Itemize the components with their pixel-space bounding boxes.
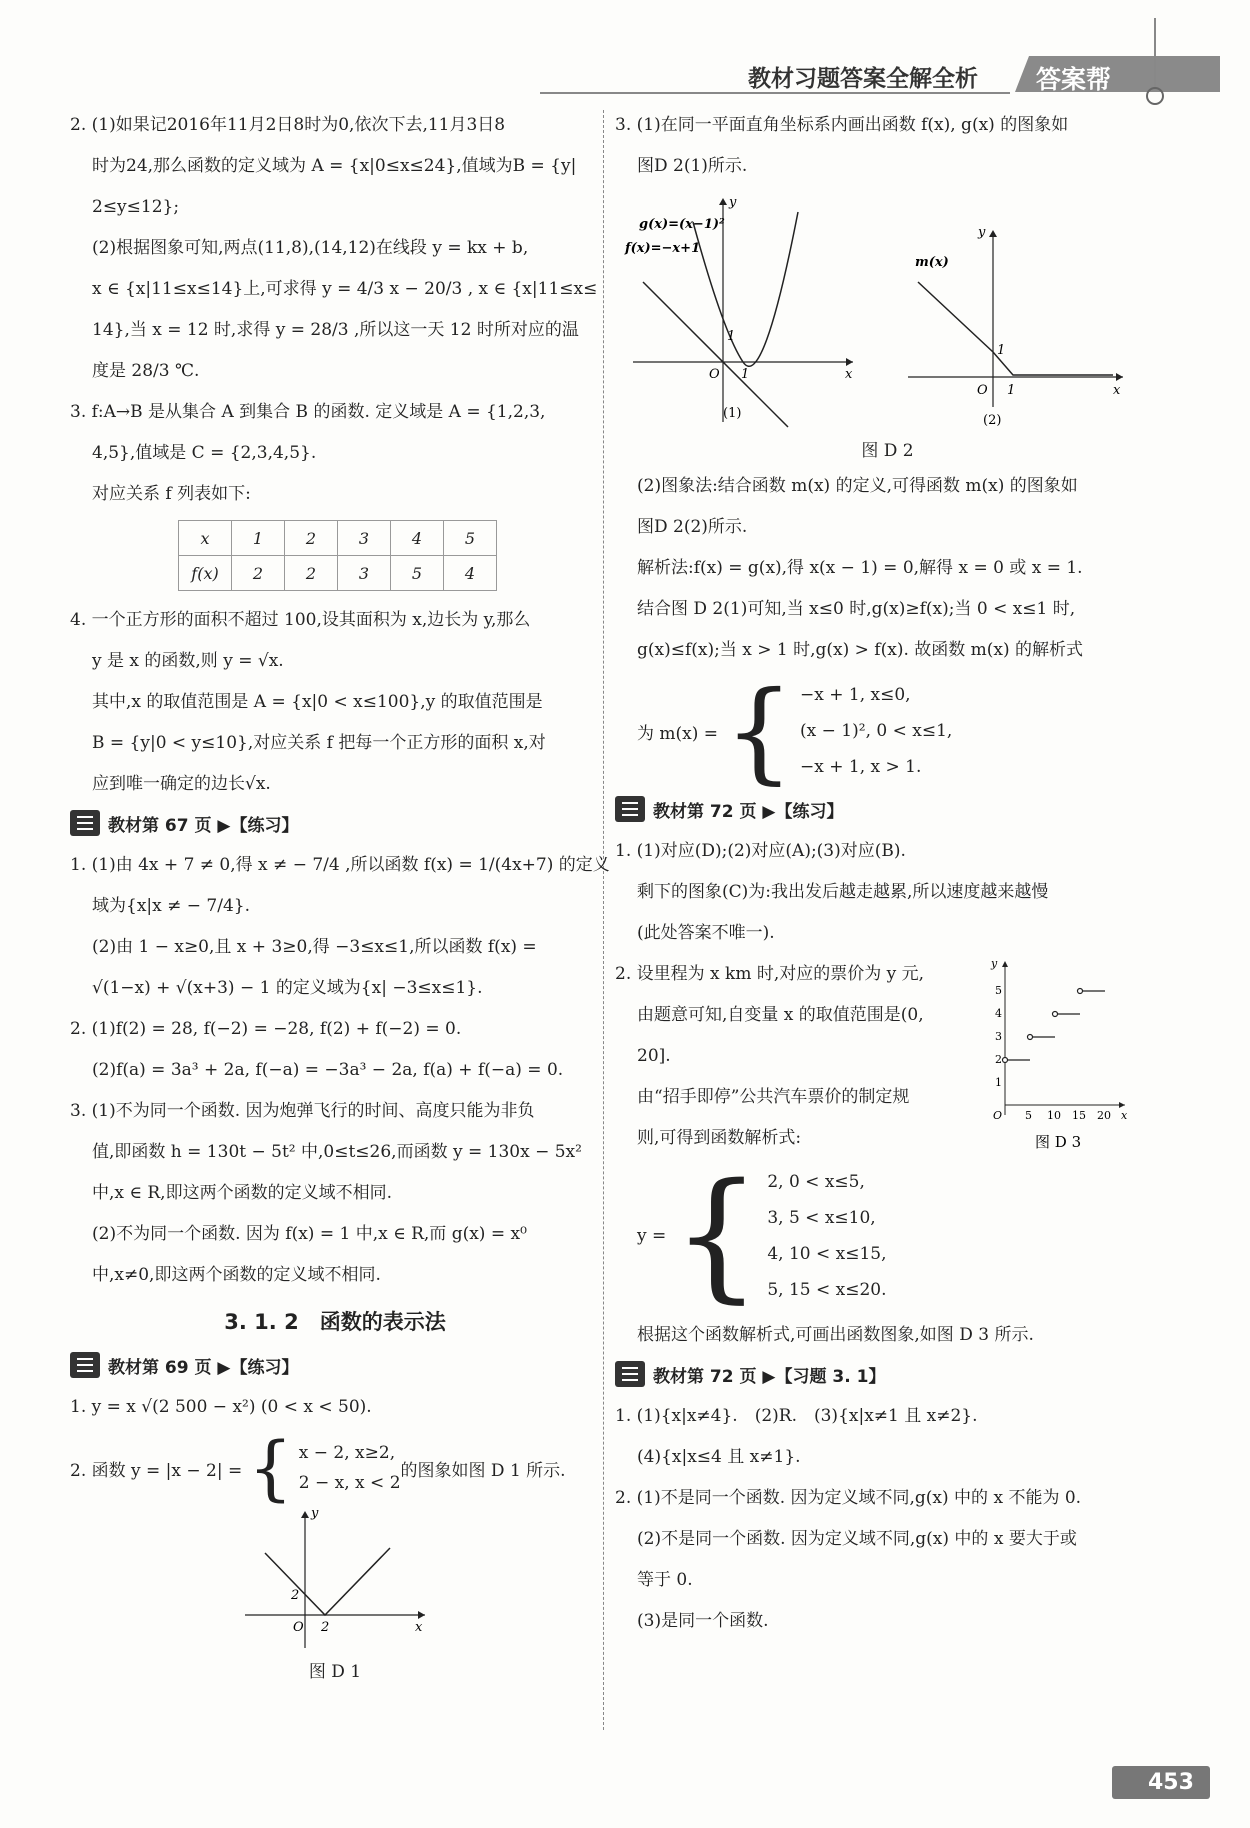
table-cell: x — [179, 521, 232, 556]
case-line: 4, 10 < x≤15, — [767, 1244, 887, 1264]
book-icon — [70, 810, 100, 836]
table-cell: 4 — [444, 556, 497, 591]
text-line: g(x)≤f(x);当 x > 1 时,g(x) > f(x). 故函数 m(x) 的解析式 — [637, 640, 1084, 660]
tick-label: 2 — [995, 1053, 1002, 1066]
book-icon — [615, 1361, 645, 1387]
case-line: x − 2, x≥2, — [298, 1443, 396, 1463]
text-line: 20]. — [637, 1046, 671, 1066]
text-line: (2)不是同一个函数. 因为定义域不同,g(x) 中的 x 要大于或 — [637, 1529, 1077, 1549]
header-brand: 答案帮 — [1036, 65, 1112, 94]
text-line: 的图象如图 D 1 所示. — [400, 1460, 566, 1481]
tick-label: 10 — [1047, 1109, 1061, 1122]
text-line: (3)是同一个函数. — [637, 1611, 769, 1631]
text-line: 1. y = x √(2 500 − x²) (0 < x < 50). — [70, 1397, 372, 1417]
table-cell: 5 — [444, 521, 497, 556]
axis-label-y: y — [729, 195, 737, 210]
text-line: 等于 0. — [637, 1570, 693, 1590]
text-line: 则,可得到函数解析式: — [637, 1128, 802, 1148]
text-line: 对应关系 f 列表如下: — [92, 484, 251, 504]
text-line: 2. 函数 y = |x − 2| = — [70, 1460, 243, 1481]
text-line: B = {y|0 < y≤10},对应关系 f 把每一个正方形的面积 x,对 — [92, 733, 546, 753]
section-heading: 3. 1. 2 函数的表示法 — [224, 1310, 446, 1334]
table-cell: 2 — [285, 521, 338, 556]
text-line: 1. (1)由 4x + 7 ≠ 0,得 x ≠ − 7/4 ,所以函数 f(x) = 1/(4x+7) 的定义 — [70, 855, 610, 875]
origin-label: O — [993, 1109, 1003, 1122]
subfigure-label: (2) — [983, 413, 1002, 428]
tick-label: 2 — [321, 1620, 330, 1635]
text-line: √(1−x) + √(x+3) − 1 的定义域为{x| −3≤x≤1}. — [92, 978, 483, 998]
text-line: 3. (1)在同一平面直角坐标系内画出函数 f(x), g(x) 的图象如 — [615, 115, 1069, 135]
text-line: 图D 2(1)所示. — [637, 156, 748, 176]
text-line: (2)图象法:结合函数 m(x) 的定义,可得函数 m(x) 的图象如 — [637, 476, 1078, 496]
figure-d1 — [235, 1503, 435, 1653]
case-line: 3, 5 < x≤10, — [767, 1208, 876, 1228]
brace-glyph: { — [724, 667, 795, 795]
text-line: 1. (1){x|x≠4}. (2)R. (3){x|x≠1 且 x≠2}. — [615, 1406, 978, 1426]
section-label: 教材第 72 页 ▶【习题 3. 1】 — [653, 1366, 886, 1387]
section-header-p69 — [70, 1352, 600, 1378]
text-line: 3. f:A→B 是从集合 A 到集合 B 的函数. 定义域是 A = {1,2,3, — [70, 402, 546, 422]
right-column — [615, 110, 1160, 1647]
text-line: 1. (1)对应(D);(2)对应(A);(3)对应(B). — [615, 841, 906, 861]
left-column — [70, 110, 610, 1692]
case-line: 2, 0 < x≤5, — [767, 1172, 865, 1192]
text-line: 4. 一个正方形的面积不超过 100,设其面积为 x,边长为 y,那么 — [70, 610, 531, 630]
text-line: x ∈ {x|11≤x≤14}上,可求得 y = 4/3 x − 20/3 , x ∈ {x|11≤x≤ — [92, 279, 598, 299]
cases — [767, 1164, 886, 1308]
text-line: 3. (1)不为同一个函数. 因为炮弹飞行的时间、高度只能为非负 — [70, 1101, 535, 1121]
section-label: 教材第 67 页 ▶【练习】 — [108, 815, 299, 836]
axis-label-y: y — [991, 957, 998, 970]
text-line: 图D 2(2)所示. — [637, 517, 748, 537]
bulb-icon — [1140, 18, 1170, 108]
text-line: 由题意可知,自变量 x 的取值范围是(0, — [637, 1005, 924, 1025]
text-line: y 是 x 的函数,则 y = √x. — [92, 651, 284, 671]
cases — [800, 677, 952, 785]
table-row — [179, 556, 497, 591]
text-line: 中,x≠0,即这两个函数的定义域不相同. — [92, 1265, 381, 1285]
section-header-p72 — [615, 796, 1160, 822]
text-line: 14},当 x = 12 时,求得 y = 28/3 ,所以这一天 12 时所对应的温 — [92, 320, 579, 340]
figure-d2 — [615, 192, 1160, 432]
text-line: 根据这个函数解析式,可画出函数图象,如图 D 3 所示. — [637, 1325, 1034, 1345]
text-line: 2. (1)f(2) = 28, f(−2) = −28, f(2) + f(−2) = 0. — [70, 1019, 462, 1039]
tick-label: 2 — [291, 1588, 300, 1603]
text-line: (2)f(a) = 3a³ + 2a, f(−a) = −3a³ − 2a, f(a) + f(−a) = 0. — [92, 1060, 564, 1080]
text-line: 为 m(x) = — [637, 723, 719, 744]
text-line: 2≤y≤12}; — [92, 197, 180, 217]
tick-label: 1 — [741, 367, 750, 382]
axis-label-y: y — [311, 1506, 319, 1521]
text-line: 域为{x|x ≠ − 7/4}. — [92, 896, 250, 916]
book-icon — [615, 796, 645, 822]
figure-d2-1 — [623, 192, 863, 432]
section-header-p72-ex — [615, 1361, 1160, 1387]
piecewise-m — [615, 667, 1160, 795]
text-line: 应到唯一确定的边长√x. — [92, 774, 271, 794]
tick-label: 15 — [1072, 1109, 1086, 1122]
tick-label: 1 — [727, 329, 736, 344]
curve-label-m: m(x) — [915, 255, 949, 270]
header-title: 教材习题答案全解全析 — [748, 66, 978, 92]
mapping-table — [178, 520, 497, 591]
table-cell: 3 — [338, 556, 391, 591]
p67-block — [70, 850, 610, 1290]
tick-label: 5 — [1025, 1109, 1032, 1122]
axis-label-x: x — [845, 367, 853, 382]
section-header-p67 — [70, 810, 600, 836]
table-row — [179, 521, 497, 556]
axis-label-x: x — [1113, 383, 1121, 398]
text-line: 时为24,那么函数的定义域为 A = {x|0≤x≤24},值域为B = {y| — [92, 156, 577, 176]
q4-block — [70, 605, 600, 799]
text-line: 中,x ∈ R,即这两个函数的定义域不相同. — [92, 1183, 392, 1203]
piecewise-y — [615, 1154, 1160, 1317]
cases — [299, 1438, 401, 1498]
figure-caption: 图 D 1 — [308, 1662, 362, 1682]
text-line: 2. 设里程为 x km 时,对应的票价为 y 元, — [615, 964, 925, 984]
text-line: 2. (1)不是同一个函数. 因为定义域不同,g(x) 中的 x 不能为 0. — [615, 1488, 1082, 1508]
table-cell: 2 — [285, 556, 338, 591]
tick-label: 4 — [995, 1007, 1002, 1020]
tick-label: 1 — [995, 1076, 1002, 1089]
curve-label-g: g(x)=(x−1)² — [639, 217, 725, 232]
table-cell: 3 — [338, 521, 391, 556]
text-line: 值,即函数 h = 130t − 5t² 中,0≤t≤26,而函数 y = 130x − 5x² — [92, 1142, 582, 1162]
curve-label-f: f(x)=−x+1 — [625, 241, 701, 256]
brace-glyph: { — [672, 1154, 762, 1317]
axis-label-y: y — [978, 225, 986, 240]
step-segments — [1003, 989, 1106, 1063]
table-cell: 1 — [232, 521, 285, 556]
axis-label-x: x — [415, 1620, 423, 1635]
figure-d2-2 — [903, 192, 1133, 432]
case-line: (x − 1)², 0 < x≤1, — [800, 721, 953, 741]
table-cell: f(x) — [179, 556, 232, 591]
origin-label: O — [293, 1620, 304, 1635]
column-divider — [603, 110, 604, 1730]
table-cell: 4 — [391, 521, 444, 556]
text-line: y = — [637, 1226, 667, 1246]
case-line: −x + 1, x≤0, — [800, 685, 911, 705]
figure-caption: 图 D 2 — [861, 441, 914, 461]
section-label: 教材第 72 页 ▶【练习】 — [653, 801, 844, 822]
header-rule — [540, 90, 1010, 96]
q2-block — [70, 110, 600, 386]
text-line: (4){x|x≤4 且 x≠1}. — [637, 1447, 801, 1467]
q2-with-figure — [615, 959, 1160, 1153]
text-line: 剩下的图象(C)为:我出发后越走越累,所以速度越来越慢 — [637, 882, 1049, 902]
tick-label: 1 — [997, 343, 1006, 358]
tick-label: 20 — [1097, 1109, 1111, 1122]
text-line: 2. (1)如果记2016年11月2日8时为0,依次下去,11月3日8 — [70, 115, 506, 135]
origin-label: O — [709, 367, 720, 382]
table-cell: 5 — [391, 556, 444, 591]
text-line: 4,5},值域是 C = {2,3,4,5}. — [92, 443, 317, 463]
axis-label-x: x — [1121, 1109, 1128, 1122]
text-line: 其中,x 的取值范围是 A = {x|0 < x≤100},y 的取值范围是 — [92, 692, 543, 712]
case-line: 2 − x, x < 2 — [298, 1473, 401, 1493]
book-icon — [70, 1352, 100, 1378]
figure-caption: 图 D 3 — [1035, 1133, 1082, 1151]
page-number: 453 — [1112, 1766, 1210, 1799]
text-line: 由“招手即停”公共汽车票价的制定规 — [637, 1087, 910, 1107]
q3-block — [70, 397, 600, 509]
figure-d3 — [985, 955, 1135, 1155]
text-line: 度是 28/3 ℃. — [92, 361, 200, 381]
text-line: (此处答案不唯一). — [637, 923, 775, 943]
case-line: −x + 1, x > 1. — [800, 757, 922, 777]
tick-label: 3 — [995, 1030, 1002, 1043]
text-line: (2)由 1 − x≥0,且 x + 3≥0,得 −3≤x≤1,所以函数 f(x) = — [92, 937, 537, 957]
table-cell: 2 — [232, 556, 285, 591]
text-line: 解析法:f(x) = g(x),得 x(x − 1) = 0,解得 x = 0 或 x = 1. — [637, 558, 1083, 578]
section-label: 教材第 69 页 ▶【练习】 — [108, 1357, 299, 1378]
text-line: 结合图 D 2(1)可知,当 x≤0 时,g(x)≥f(x);当 0 < x≤1 时, — [637, 599, 1076, 619]
piecewise-abs — [70, 1427, 600, 1509]
brace-glyph: { — [248, 1427, 293, 1509]
text-line: (2)根据图象可知,两点(11,8),(14,12)在线段 y = kx + b, — [92, 238, 529, 258]
text-line: (2)不为同一个函数. 因为 f(x) = 1 中,x ∈ R,而 g(x) = x⁰ — [92, 1224, 527, 1244]
subfigure-label: (1) — [723, 406, 742, 421]
origin-label: O — [977, 383, 988, 398]
case-line: 5, 15 < x≤20. — [767, 1280, 887, 1300]
tick-label: 5 — [995, 984, 1002, 997]
tick-label: 1 — [1007, 383, 1016, 398]
